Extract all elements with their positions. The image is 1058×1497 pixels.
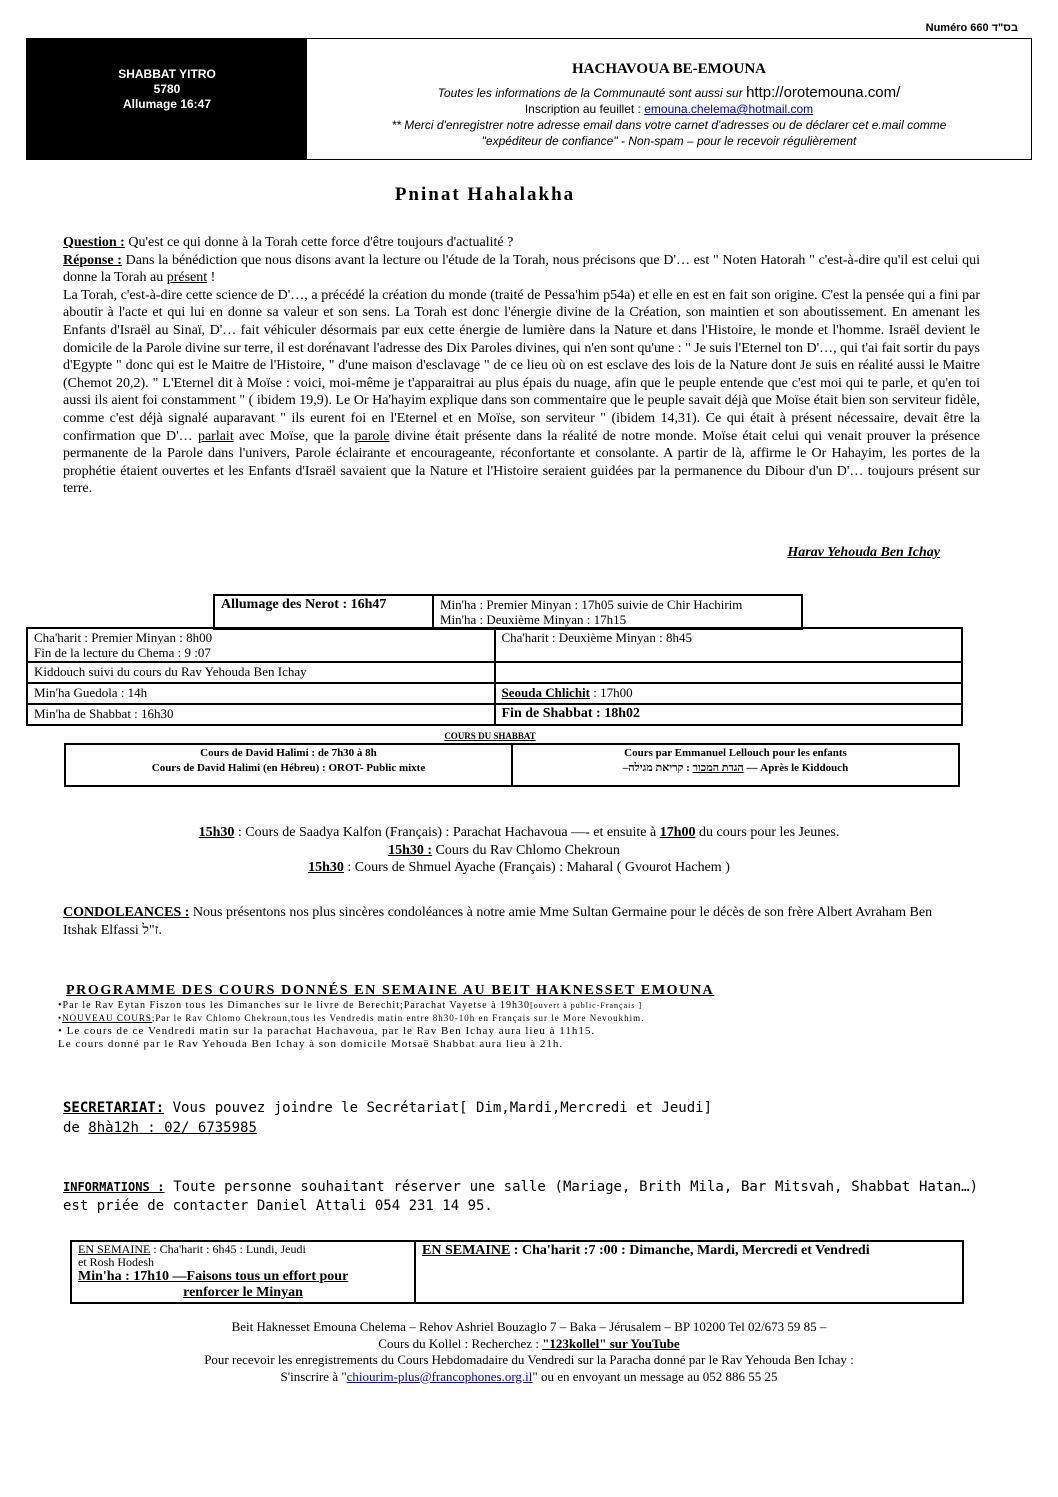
secretariat-label: SECRETARIAT: bbox=[63, 1100, 165, 1116]
footer-phone: " ou en envoyant un message au 052 886 55 25 bbox=[532, 1368, 778, 1384]
nouveau-cours-label: NOUVEAU COURS bbox=[62, 1013, 152, 1023]
shabbat-name: SHABBAT YITRO bbox=[118, 67, 216, 81]
chema-time: Fin de la lecture du Chema : 9 :07 bbox=[34, 645, 211, 660]
answer-label: Réponse : bbox=[63, 252, 122, 268]
article-body bbox=[63, 234, 980, 498]
shabbat-times-table bbox=[26, 627, 963, 726]
kiddouch: Kiddouch suivi du cours du Rav Yehouda Ben Ichay bbox=[27, 662, 495, 683]
semaine-left bbox=[71, 1241, 415, 1303]
seouda-label: Seouda Chlichit bbox=[501, 685, 590, 700]
programme-note: [ouvert à public-Français ] bbox=[530, 1001, 643, 1010]
semaine-table bbox=[70, 1240, 964, 1304]
chiourim-email-link[interactable]: chiourim-plus@francophones.org.il bbox=[346, 1368, 533, 1384]
shabbat-info bbox=[27, 39, 307, 159]
word-parole: parole bbox=[354, 428, 390, 444]
bullet: • bbox=[58, 1013, 63, 1023]
programme-line: •Par le Rav Eytan Fiszon tous les Dimanches sur le livre de Berechit;Parachat Vayetse à 19h30 bbox=[58, 1000, 531, 1011]
semaine-label: EN SEMAINE bbox=[78, 1242, 151, 1256]
condoleances-label: CONDOLEANCES : bbox=[63, 905, 190, 920]
chaharit-2: Cha'harit : Deuxième Minyan : 8h45 bbox=[495, 628, 963, 662]
kollel-label: Cours du Kollel : Recherchez : bbox=[378, 1335, 543, 1351]
footer bbox=[0, 1319, 1058, 1385]
programme bbox=[58, 983, 996, 1051]
cours-text: Cours du Rav Chlomo Chekroun bbox=[432, 842, 620, 858]
cours-1: Cours de David Halimi : de 7h30 à 8h bbox=[200, 747, 377, 759]
informations-text: Toute personne souhaitant réserver une salle (Mariage, Brith Mila, Bar Mitsvah, Shabbat Hatan…) est priée de contacter Daniel Attali 054 231 14 95. bbox=[63, 1179, 978, 1214]
paragraph-mid: avec Moïse, que la bbox=[233, 428, 355, 444]
cours-3: Cours par Emmanuel Lellouch pour les enfants bbox=[624, 747, 847, 759]
secretariat-de: de bbox=[63, 1120, 89, 1136]
cours-shabbat-title: COURS DU SHABBAT bbox=[444, 731, 536, 741]
answer-text: Dans la bénédiction que nous disons avant la lecture ou l'étude de la Torah, nous précisons que D'… est " Noten Hatorah " c'est-à-dire qu'il est celui qui donne la Torah au bbox=[63, 252, 980, 286]
programme-line: ;Par le Rav Chlomo Chekroun,tous les Vendredis matin entre 8h30-10h en Français sur le More Nevoukhim. bbox=[151, 1013, 645, 1023]
semaine-right bbox=[415, 1241, 963, 1303]
programme-title: PROGRAMME DES COURS DONNÉS EN SEMAINE AU BEIT HAKNESSET EMOUNA bbox=[66, 983, 715, 998]
minha-shabbat: Min'ha de Shabbat : 16h30 bbox=[27, 704, 495, 725]
cours-text-2: du cours pour les Jeunes. bbox=[695, 825, 840, 840]
header-box bbox=[26, 38, 1032, 160]
cours-time: 15h30 : bbox=[388, 842, 433, 858]
programme-line: Le cours donné par le Rav Yehouda Ben Ichay à son domicile Motsaë Shabbat aura lieu à 21h. bbox=[58, 1038, 564, 1050]
cours-text: : Cours de Saadya Kalfon (Français) : Parachat Hachavoua —- et ensuite à bbox=[234, 825, 660, 840]
secretariat bbox=[63, 1098, 712, 1138]
programme-line: • Le cours de ce Vendredi matin sur la parachat Hachavoua, par le Rav Ben Ichay aura lieu à 11h15. bbox=[58, 1025, 596, 1037]
condoleances-text: Nous présentons nos plus sincères condoléances à notre amie Mme Sultan Germaine pour le décès de son frère Albert Avraham Ben Itshak Elfassi ז"ל. bbox=[63, 905, 933, 938]
dash: – bbox=[622, 762, 629, 774]
spam-note: ** Merci d'enregistrer notre adresse email dans votre carnet d'adresses ou de déclarer cet e.mail comme bbox=[391, 118, 947, 132]
minha-semaine-2: renforcer le Minyan bbox=[183, 1285, 303, 1300]
cours-time: 15h30 bbox=[308, 860, 344, 875]
word-parlait: parlait bbox=[197, 428, 234, 444]
answer-present: présent bbox=[166, 270, 208, 286]
cours-2: Cours de David Halimi (en Hébreu) : OROT- Public mixte bbox=[151, 762, 426, 774]
seouda-time: : 17h00 bbox=[590, 685, 633, 700]
website-link[interactable]: http://orotemouna.com/ bbox=[746, 84, 901, 101]
email-link[interactable]: emouna.chelema@hotmail.com bbox=[644, 102, 814, 116]
minha-semaine: Min'ha : 17h10 —Faisons tous un effort pour bbox=[78, 1269, 349, 1284]
minha-cell bbox=[433, 595, 802, 629]
secretariat-text: Vous pouvez joindre le Secrétariat[ Dim,Mardi,Mercredi et Jeudi] bbox=[164, 1100, 713, 1116]
chaharit-1: Cha'harit : Premier Minyan : 8h00 bbox=[34, 630, 213, 645]
informations-label: INFORMATIONS : bbox=[63, 1180, 165, 1194]
info-line: Toutes les informations de la Communauté sont aussi sur bbox=[437, 86, 747, 100]
article-title: Pninat Hahalakha bbox=[394, 184, 576, 205]
allumage-time: Allumage 16:47 bbox=[122, 97, 212, 111]
informations bbox=[63, 1178, 978, 1216]
empty-cell bbox=[495, 662, 963, 683]
semaine-label: EN SEMAINE bbox=[422, 1243, 511, 1258]
question-text: Qu'est ce qui donne à la Torah cette force d'être toujours d'actualité ? bbox=[124, 235, 514, 250]
footer-address: Beit Haknesset Emouna Chelema – Rehov Ashriel Bouzaglo 7 – Baka – Jérusalem – BP 10200 Tel 02/673 59 85 – bbox=[231, 1319, 827, 1334]
cours-left bbox=[65, 744, 512, 786]
cours-shabbat-table bbox=[64, 743, 960, 787]
semaine-text-2: et Rosh Hodesh bbox=[78, 1255, 154, 1269]
issue-number: Numéro 660 בס"ד bbox=[925, 22, 1018, 34]
signature: Harav Yehouda Ben Ichay bbox=[787, 545, 940, 560]
cours-apres bbox=[0, 824, 1058, 877]
fin-shabbat: Fin de Shabbat : 18h02 bbox=[495, 704, 963, 725]
seouda-cell bbox=[495, 683, 963, 704]
hebrew-text-2: : קריאת מגילה bbox=[628, 762, 693, 774]
semaine-text: : Cha'harit :7 :00 : Dimanche, Mardi, Mercredi et Vendredi bbox=[510, 1243, 870, 1258]
answer-end: ! bbox=[207, 270, 216, 286]
minha-guedola: Min'ha Guedola : 14h bbox=[27, 683, 495, 704]
cours-time-2: 17h00 bbox=[659, 825, 696, 840]
paragraph: La Torah, c'est-à-dire cette science de D'…, a précédé la création du monde (traité de Pessa'him p54a) et elle en est en fait son origine. C'est la pensée qui a fini par aboutir à l'acte et qui lui en donne sa valeur et son sens. La Torah est donc l'énergie divine de la Création, son maintien et son aboutissement. En amenant les Enfants d'Israël au Sinaï, D'… fait véhiculer désormais par eux cette énergie de lumière dans la Nature et dans l'Histoire, le monde et l'homme. Israël devient le domicile de la Parole divine sur terre, il est dorénavant l'adresse des Dix Paroles divines, qui n'en sont qu'une : " Je suis l'Eternel ton D'…, qui t'ai fait sortir du pays d'Egypte " donc qui est le Maitre de l'Histoire, " d'une maison d'esclavage " de ce lieu où on est esclave des lois de la Nature dont Je suis en réalité aussi le Maitre (Chemot 20,2). " L'Eternel dit à Moïse : voici, moi-même je t'apparaitrai au plus épais du nuage, afin que le peuple entende que c'est moi qui te parle, et qu'en toi aussi ils aient foi constamment " ( ibidem 19,9). Le Or Ha'hayim explique dans son commentaire que le peuple savait déjà que Moïse était bien son serviteur fidèle, comme c'est déjà signalé auparavant " ils eurent foi en l'Eternel et en Moïse, son serviteur " (ibidem 14,31). Ce qui était à présent nécessaire, devait être la confirmation que D'… bbox=[63, 287, 980, 444]
friday-times-table bbox=[213, 594, 803, 630]
minha-1: Min'ha : Premier Minyan : 17h05 suivie de Chir Hachirim bbox=[440, 597, 743, 612]
year: 5780 bbox=[153, 82, 181, 96]
footer-note: Pour recevoir les enregistrements du Cours Hebdomadaire du Vendredi sur la Paracha donné par le Rav Yehouda Ben Ichay : bbox=[204, 1352, 854, 1367]
condoleances bbox=[63, 904, 953, 939]
semaine-text: : Cha'harit : 6h45 : Lundi, Jeudi bbox=[150, 1242, 306, 1256]
kollel-link[interactable]: "123kollel" sur YouTube bbox=[542, 1335, 680, 1351]
question-label: Question : bbox=[63, 235, 125, 250]
cours-4: — Après le Kiddouch bbox=[743, 762, 849, 774]
hebrew-text: הגדת המכור bbox=[692, 762, 744, 774]
cours-text: : Cours de Shmuel Ayache (Français) : Maharal ( Gvourot Hachem ) bbox=[343, 860, 730, 875]
minha-2: Min'ha : Deuxième Minyan : 17h15 bbox=[440, 612, 627, 627]
header-info bbox=[307, 39, 1031, 159]
inscription-label: Inscription au feuillet : bbox=[524, 102, 645, 116]
spam-note-2: "expéditeur de confiance" - Non-spam – pour le recevoir régulièrement bbox=[481, 134, 857, 148]
paragraph-end: divine était présente dans la réalité de notre monde. Moïse était celui qui venait prouver la présence permanente de la Parole dans l'univers, Parole éclairante et encourageante, réconfortante et consolante. A partir de là, affirme le Or Hahayim, les portes de la prophétie étaient ouvertes et les Enfants d'Israël savaient que la Nature et l'Histoire seraient guidées par la permanence du Dibour d'un D'… toujours présent sur terre. bbox=[63, 428, 980, 497]
cours-time: 15h30 bbox=[198, 825, 235, 840]
inscrire-label: S'inscrire à " bbox=[280, 1368, 347, 1384]
allumage-cell: Allumage des Nerot : 16h47 bbox=[214, 595, 433, 629]
secretariat-phone: 8hà12h : 02/ 6735985 bbox=[88, 1120, 257, 1136]
cours-right bbox=[512, 744, 959, 786]
newsletter-title: HACHAVOUA BE-EMOUNA bbox=[571, 61, 767, 77]
